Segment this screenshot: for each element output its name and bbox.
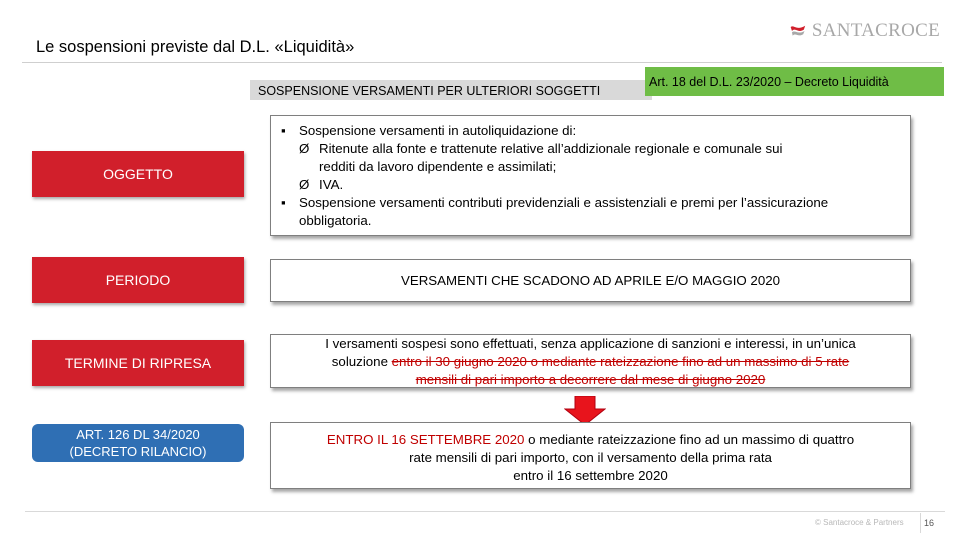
list-item xyxy=(281,176,898,194)
company-logo xyxy=(790,18,940,44)
list-item xyxy=(281,140,898,158)
bullet-text: Sospensione versamenti in autoliquidazione di: xyxy=(299,123,577,138)
label-line: ART. 126 DL 34/2020 xyxy=(76,427,200,442)
logo-text: SANTACROCE xyxy=(811,20,940,41)
termine-line-2 xyxy=(279,353,902,371)
page-number-separator xyxy=(920,513,921,533)
bullet-text-cont: obbligatoria. xyxy=(299,213,372,228)
label-termine-di-ripresa: TERMINE DI RIPRESA xyxy=(32,340,244,386)
rilancio-content xyxy=(270,422,911,489)
label-periodo: PERIODO xyxy=(32,257,244,303)
label-line: (DECRETO RILANCIO) xyxy=(69,444,207,459)
header-band: SOSPENSIONE VERSAMENTI PER ULTERIORI SOGGETTI xyxy=(250,80,652,100)
label-decreto-rilancio xyxy=(32,424,244,462)
arrow-bullet-icon: Ø xyxy=(299,141,310,156)
termine-line-1: I versamenti sospesi sono effettuati, senza applicazione di sanzioni e interessi, in un’unica xyxy=(325,336,856,351)
struck-text: mensili di pari importo a decorrere dal mese di giugno 2020 xyxy=(415,372,766,387)
struck-text: entro il 30 giugno 2020 o mediante rateizzazione fino ad un massimo di 5 rate xyxy=(391,354,850,369)
sub-bullet-text: Ritenute alla fonte e trattenute relative all’addizionale regionale e comunale sui xyxy=(319,141,783,156)
page-number: 16 xyxy=(924,518,935,528)
law-reference-badge: Art. 18 del D.L. 23/2020 – Decreto Liquidità xyxy=(645,67,944,96)
arrow-bullet-icon: Ø xyxy=(299,177,310,192)
label-oggetto: OGGETTO xyxy=(32,151,244,197)
rilancio-line-3: entro il 16 settembre 2020 xyxy=(513,468,668,483)
termine-content xyxy=(270,334,911,388)
rilancio-text: o mediante rateizzazione fino ad un massimo di quattro xyxy=(524,432,855,447)
footer-divider xyxy=(25,511,945,512)
termine-plain-text: soluzione xyxy=(331,354,392,369)
footer-copyright: © Santacroce & Partners xyxy=(815,518,904,527)
ribbon-logo-icon xyxy=(790,21,806,41)
list-item xyxy=(281,194,898,212)
sub-bullet-text: IVA. xyxy=(319,177,344,192)
sub-bullet-text-cont: redditi da lavoro dipendente e assimilati; xyxy=(319,159,557,174)
square-bullet-icon: ▪ xyxy=(281,123,286,138)
deadline-highlight: ENTRO IL 16 SETTEMBRE 2020 xyxy=(326,432,525,447)
periodo-text: VERSAMENTI CHE SCADONO AD APRILE E/O MAGGIO 2020 xyxy=(400,273,781,288)
square-bullet-icon: ▪ xyxy=(281,195,286,210)
page-title: Le sospensioni previste dal D.L. «Liquidità» xyxy=(36,38,355,56)
bullet-text: Sospensione versamenti contributi previdenziali e assistenziali e premi per l’assicurazione xyxy=(299,195,829,210)
rilancio-line-2: rate mensili di pari importo, con il versamento della prima rata xyxy=(409,450,772,465)
title-divider xyxy=(22,62,942,63)
oggetto-content xyxy=(270,115,911,236)
list-item xyxy=(281,122,898,140)
periodo-content xyxy=(270,259,911,302)
rilancio-line-1 xyxy=(271,431,910,449)
